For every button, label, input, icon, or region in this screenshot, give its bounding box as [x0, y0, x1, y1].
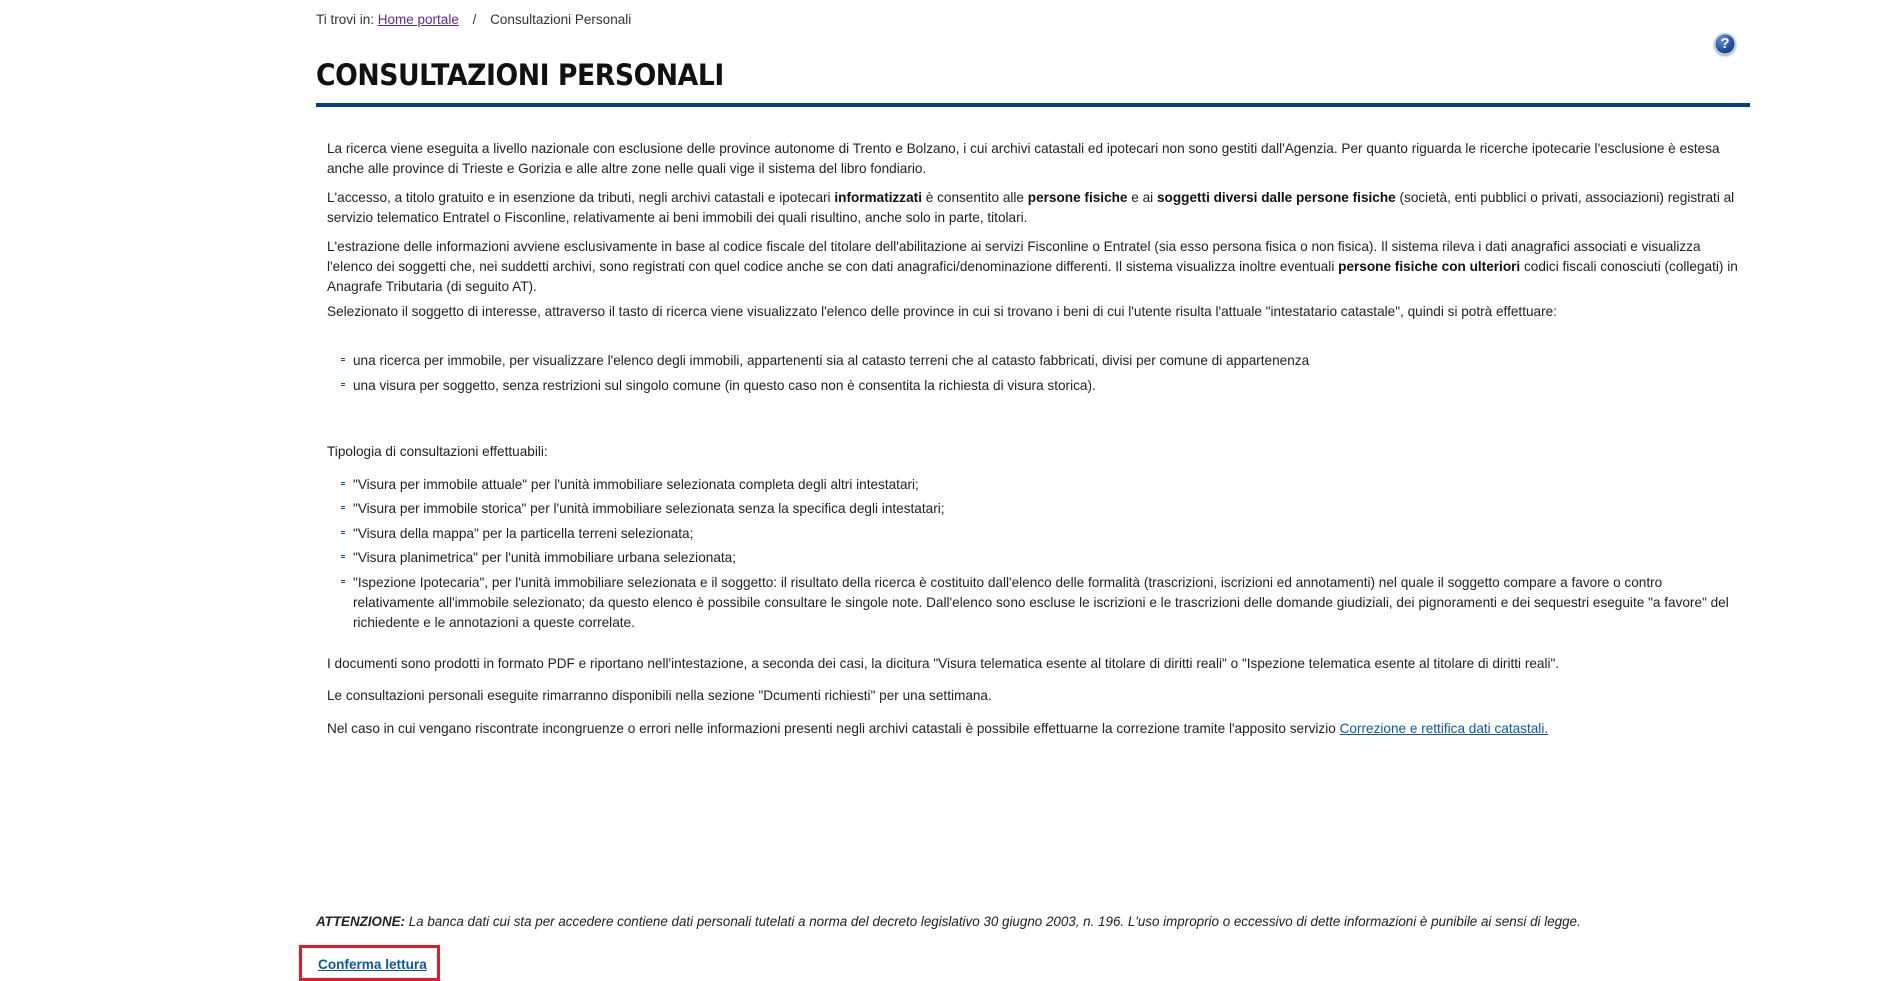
breadcrumb: [316, 12, 631, 27]
breadcrumb-current: Consultazioni Personali: [490, 12, 632, 27]
list-item: "Visura per immobile storica" per l'unità immobiliare selezionata senza la specifica degli intestatari;: [341, 499, 1743, 519]
list-item: una visura per soggetto, senza restrizioni sul singolo comune (in questo caso non è consentita la richiesta di visura storica).: [341, 376, 1743, 396]
breadcrumb-separator: /: [472, 12, 477, 27]
breadcrumb-prefix: Ti trovi in:: [316, 12, 375, 27]
text-bold: persone fisiche con ulteriori: [1338, 259, 1521, 274]
text-bold: soggetti diversi dalle persone fisiche: [1156, 190, 1396, 205]
paragraph-types-heading: Tipologia di consultazioni effettuabili:: [327, 444, 548, 459]
list-item: "Visura della mappa" per la particella terreni selezionata;: [341, 524, 1743, 544]
attention-notice: [316, 914, 1581, 929]
title-divider: [316, 103, 1750, 107]
text-fragment: codici fiscali conosciuti (collegati) in Anagrafe Tributaria (di seguito AT).: [327, 259, 1738, 294]
list-item: "Visura planimetrica" per l'unità immobiliare urbana selezionata;: [341, 548, 1743, 568]
paragraph-scope: La ricerca viene eseguita a livello nazionale con esclusione delle province autonome di Trento e Bolzano, i cui archivi catastali ed ipotecari non sono gestiti dall'Agenzia. Per quanto riguarda le ricerche ipotecarie l'esclusione è estesa anche alle province di Trieste e Gorizia e alle altre zone nelle quali vige il sistema del libro fondiario.: [327, 141, 1720, 176]
correction-link[interactable]: Correzione e rettifica dati catastali.: [1339, 721, 1549, 736]
paragraph-extraction: [327, 237, 1739, 297]
breadcrumb-home-link[interactable]: Home portale: [377, 12, 459, 27]
text-fragment: Nel caso in cui vengano riscontrate incongruenze o errori nelle informazioni presenti negli archivi catastali è possibile effettuarne la correzione tramite l'apposito servizio: [327, 721, 1340, 736]
paragraph-access: [327, 188, 1739, 228]
text-fragment: (società, enti pubblici o privati, associazioni) registrati al servizio telematico Entratel o Fisconline, relativamente ai beni immobili dei quali risultino, anche solo in parte, titolari.: [327, 190, 1735, 225]
page-title: CONSULTAZIONI PERSONALI: [316, 58, 724, 92]
paragraph-availability: Le consultazioni personali eseguite rimarranno disponibili nella sezione "Dcumenti richiesti" per una settimana.: [327, 688, 992, 703]
help-icon[interactable]: ?: [1714, 33, 1736, 55]
confirm-reading-link[interactable]: Conferma lettura: [318, 957, 427, 972]
list-item: "Ispezione Ipotecaria", per l'unità immobiliare selezionata e il soggetto: il risultato della ricerca è costituito dall'elenco delle formalità (trascrizioni, iscrizioni ed annotamenti) nel quale il soggetto compare a favore o contro relativamente all'immobile selezionato; da questo elenco è possibile consultare le singole note. Dall'elenco sono escluse le iscrizioni e le trascrizioni delle domande giudiziali, dei pignoramenti e dei sequestri eseguite "a favore" del richiedente e le annotazioni a queste correlate.: [341, 573, 1743, 633]
text-bold: informatizzati: [834, 190, 922, 205]
text-fragment: e ai: [1127, 190, 1157, 205]
text-fragment: è consentito alle: [921, 190, 1028, 205]
paragraph-selection: Selezionato il soggetto di interesse, attraverso il tasto di ricerca viene visualizzato l'elenco delle province in cui si trovano i beni di cui l'utente risulta l'attuale "intestatario catastale", quindi si potrà effettuare:: [327, 304, 1557, 319]
list-item: una ricerca per immobile, per visualizzare l'elenco degli immobili, appartenenti sia al catasto terreni che al catasto fabbricati, divisi per comune di appartenenza: [341, 351, 1743, 371]
text-fragment: L'accesso, a titolo gratuito e in esenzione da tributi, negli archivi catastali e ipotecari: [327, 190, 835, 205]
text-bold: persone fisiche: [1027, 190, 1128, 205]
paragraph-correction: [327, 719, 1739, 739]
attention-text: La banca dati cui sta per accedere contiene dati personali tutelati a norma del decreto legislativo 30 giugno 2003, n. 196. L'uso improprio o eccessivo di dette informazioni è punibile ai sensi di legge.: [405, 914, 1581, 929]
text-fragment: L'estrazione delle informazioni avviene esclusivamente in base al codice fiscale del titolare dell'abilitazione ai servizi Fisconline o Entratel (sia esso persona fisica o non fisica). Il sistema rileva i dati anagrafici associati e visualizza l'elenco dei soggetti che, nei suddetti archivi, sono registrati con quel codice anche se con dati anagrafici/denominazione differenti. Il sistema visualizza inoltre eventuali: [327, 239, 1701, 274]
attention-label: ATTENZIONE:: [316, 914, 406, 929]
paragraph-pdf: I documenti sono prodotti in formato PDF e riportano nell'intestazione, a seconda dei casi, la dicitura "Visura telematica esente al titolare di diritti reali" o "Ispezione telematica esente al titolare di diritti reali".: [327, 656, 1560, 671]
list-item: "Visura per immobile attuale" per l'unità immobiliare selezionata completa degli altri intestatari;: [341, 475, 1743, 495]
